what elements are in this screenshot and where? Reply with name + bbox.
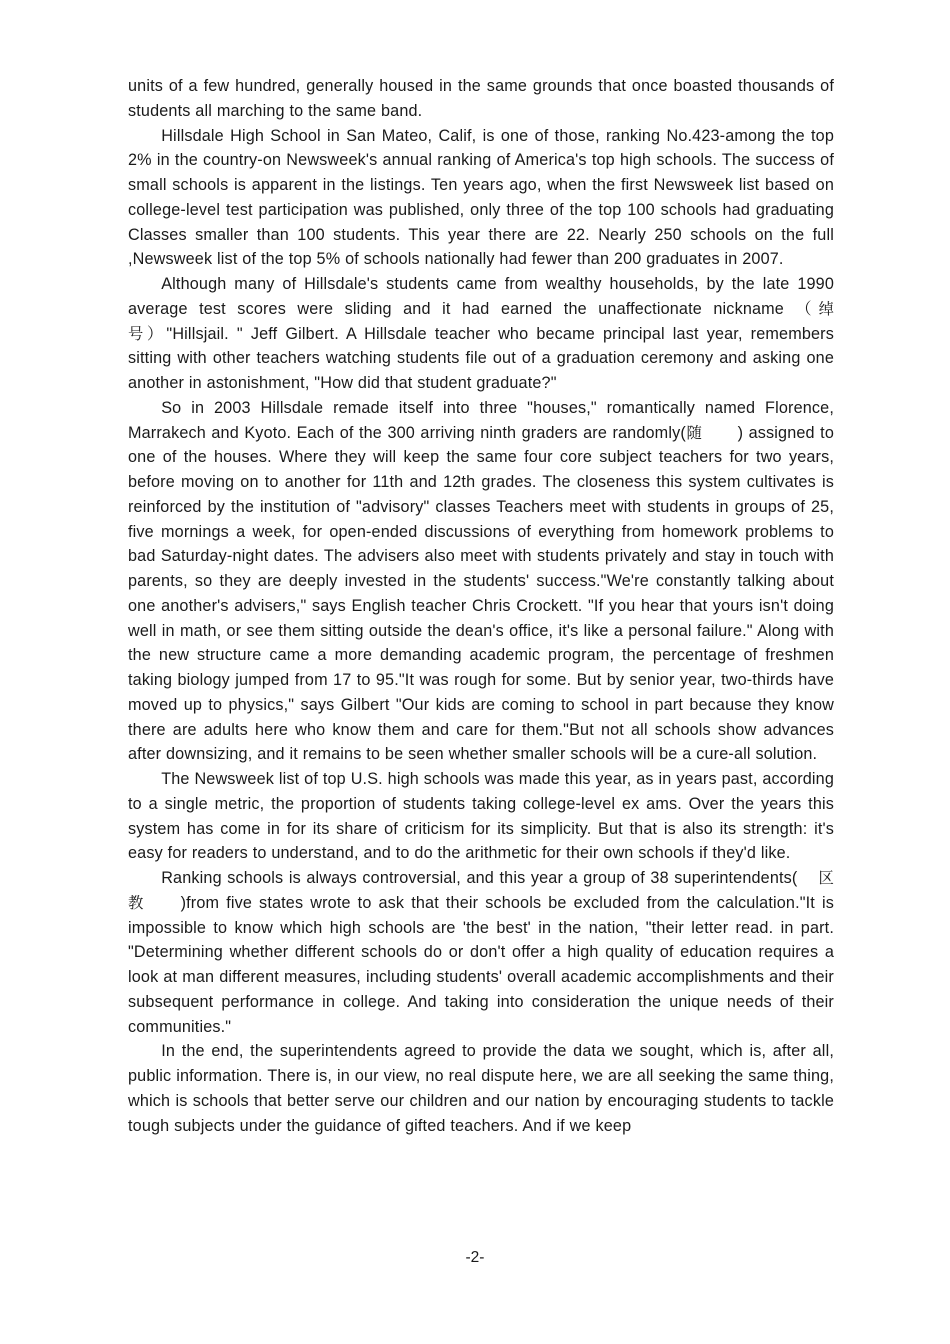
paragraph-single-metric: The Newsweek list of top U.S. high schools was made this year, as in years past, according to a single metric, the proportion of students taking college-level ex ams. Over the years this system has come in for its share of criticism for its simplicity. But that is also its strength: it's easy for readers to understand, and to do the arithmetic for their own schools if they'd like. xyxy=(128,770,834,863)
paragraph-continuation: units of a few hundred, generally housed in the same grounds that once boasted thousands of students all marching to the same band. xyxy=(128,77,834,120)
paragraph-hillsjail xyxy=(128,272,834,396)
page-number-footer: -2- xyxy=(465,1249,485,1266)
paragraph-superintendents-text-before-gloss: Ranking schools is always controversial, and this year a group of 38 superintendents( xyxy=(161,869,798,887)
chinese-gloss-sui: 随 xyxy=(685,423,703,442)
paragraph-in-the-end: In the end, the superintendents agreed to provide the data we sought, which is, after all, public information. There is, in our view, no real dispute here, we are all seeking the same thing, which is schools that better serve our children and our nation by encouraging students to tackle tough subjects under the guidance of gifted teachers. And if we keep xyxy=(128,1042,834,1135)
paragraph-three-houses-text-before-gloss: So in 2003 Hillsdale remade itself into three "houses," romantically named Florence, Marrakech and Kyoto. Each of the 300 arriving ninth graders are randomly( xyxy=(128,398,834,442)
body-text-column xyxy=(128,74,834,1138)
paragraph-superintendents-text-after-gloss: )from five states wrote to ask that their schools be excluded from the calculation."It is impossible to know which high schools are 'the best' in the nation, "their letter read. in part. "Determining whether different schools do or don't offer a high quality of education requires a look at man different measures, including students' overall academic accomplishments and their subsequent performance in college. And taking into consideration the unique needs of their communities." xyxy=(128,893,834,1036)
chinese-gloss-qujiao: 区教 xyxy=(128,869,834,912)
paragraph-hillsdale-ranking: Hillsdale High School in San Mateo, Calif, is one of those, ranking No.423-among the top 2% in the country-on Newsweek's annual ranking of America's top high schools. The success of small schools is apparent in the listings. Ten years ago, when the first Newsweek list based on college-level test participation was published, only three of the top 100 schools had graduating Classes smaller than 100 students. This year there are 22. Nearly 250 schools on the full ,Newsweek list of the top 5% of schools nationally had fewer than 200 graduates in 2007. xyxy=(128,126,834,269)
chinese-gloss-chuohao: 绰号 xyxy=(128,299,834,343)
paragraph-superintendents xyxy=(128,866,834,1039)
paragraph-hillsjail-text-before-gloss: Although many of Hillsdale's students came from wealthy households, by the late 1990 average test scores were sliding and it had earned the unaffectionate nickname （ xyxy=(128,275,834,318)
paragraph-three-houses xyxy=(128,396,834,767)
paragraph-hillsjail-text-after-gloss: ）"Hillsjail. " Jeff Gilbert. A Hillsdale teacher who became principal last year, remembers sitting with other teachers watching students file out of a graduation ceremony and asking one another in astonishment, "How did that student graduate?" xyxy=(128,324,834,392)
paragraph-three-houses-text-after-gloss: ) assigned to one of the houses. Where they will keep the same four core subject teachers for two years, before moving on to another for 11th and 12th grades. The closeness this system cultivates is reinforced by the institution of "advisory" classes Teachers meet with students in groups of 25, five mornings a week, for open-ended discussions of everything from homework problems to bad Saturday-night dates. The advisers also meet with students privately and stay in touch with parents, so they are deeply invested in the students' success."We're constantly talking about one another's advisers," says English teacher Chris Crockett. "If you hear that yours isn't doing well in math, or see them sitting outside the dean's office, it's like a personal failure." Along with the new structure came a more demanding academic program, the percentage of freshmen taking biology jumped from 17 to 95."It was rough for some. But by senior year, two-thirds have moved up to physics," says Gilbert "Our kids are coming to school in part because they know there are adults here who know them and care for them."But not all schools show advances after downsizing, and it remains to be seen whether smaller schools will be a cure-all solution. xyxy=(128,423,834,764)
